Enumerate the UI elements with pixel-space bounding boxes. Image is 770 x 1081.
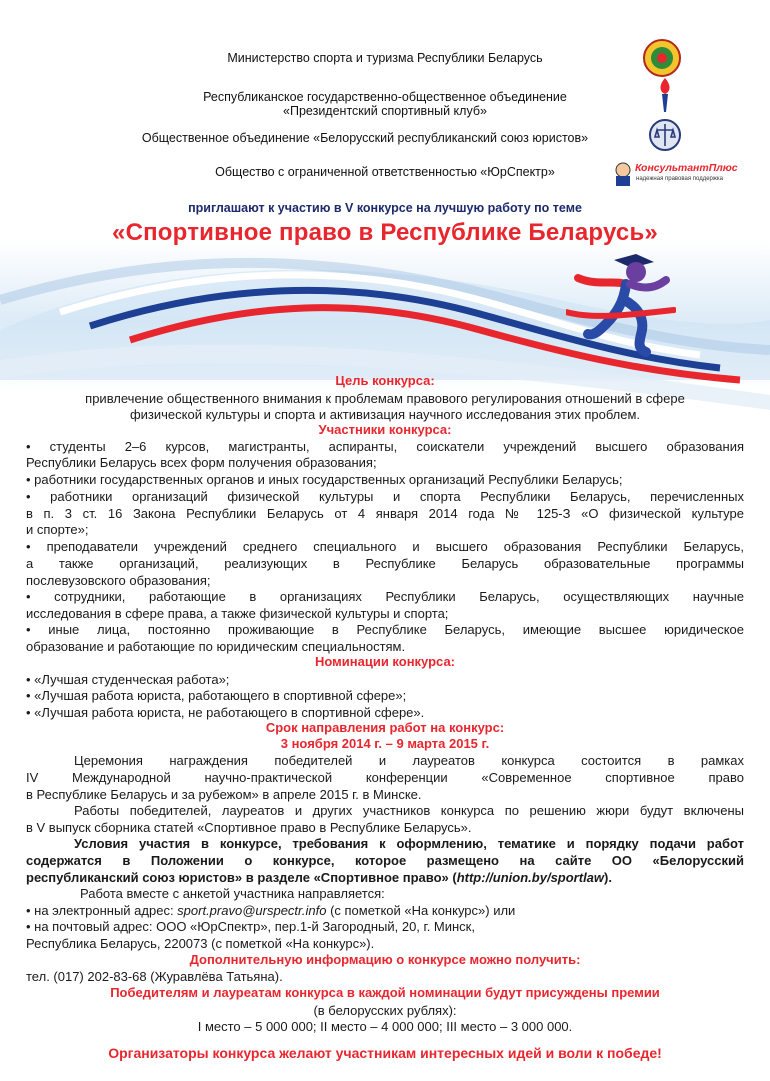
ministry-emblem-icon [642,38,682,78]
prizes-places: I место – 5 000 000; II место – 4 000 000; III место – 3 000 000. [197,1019,573,1034]
ceremony-text: IV Международной научно-практической конференции «Современное спортивное право [26,770,744,785]
conditions-text: ). [604,870,612,885]
nomination-item: • «Лучшая студенческая работа»; [26,672,230,687]
organizer-ministry: Министерство спорта и туризма Республики Беларусь [227,51,543,65]
organizer-sport-club-line1: Республиканское государственно-общественное объединение [203,90,567,104]
sportlaw-link[interactable]: http://union.by/sportlaw [456,870,605,885]
organizer-lawyers-union: Общественное объединение «Белорусский республиканский союз юристов» [141,131,589,145]
participant-line: • иные лица, постоянно проживающие в Республике Беларусь, имеющие высшее юридическое [26,622,744,637]
send-email-suffix: (с пометкой «На конкурс») или [326,903,516,918]
nomination-item: • «Лучшая работа юриста, работающего в спортивной сфере»; [26,688,407,703]
consultant-logo [612,161,738,187]
participant-line: • работники организаций физической культуры и спорта Республики Беларусь, перечисленных [26,489,744,504]
prizes-currency: (в белорусских рублях): [313,1003,457,1018]
goal-text: привлечение общественного внимания к проблемам правового регулирования отношений в сфере [85,391,685,406]
conditions-text: Условия участия в конкурсе, требования к оформлению, тематике и порядку подачи работ [74,836,744,851]
participant-line: • сотрудники, работающие в организациях Республики Беларусь, осуществляющих научные [26,589,744,604]
deadline-dates: 3 ноября 2014 г. – 9 марта 2015 г. [280,736,490,751]
participant-line: а также организаций, реализующих в Республике Беларусь образовательные программы [26,556,744,571]
participant-line: Республики Беларусь всех форм получения образования; [26,455,377,470]
publication-text: в V выпуск сборника статей «Спортивное право в Республике Беларусь». [26,820,472,835]
conditions-text: содержатся в Положении о конкурсе, которое размещено на сайте ОО «Белорусский [26,853,744,868]
participants-heading: Участники конкурса: [318,422,452,437]
nominations-heading: Номинации конкурса: [314,654,456,669]
ceremony-text: в Республике Беларусь и за рубежом» в апреле 2015 г. в Минске. [26,787,422,802]
page-title: «Спортивное право в Республике Беларусь» [112,219,658,246]
lawyers-union-emblem-icon [648,118,682,152]
publication-text: Работы победителей, лауреатов и других участников конкурса по решению жюри будут включены [74,803,744,818]
send-email-prefix: • на электронный адрес: [26,903,178,918]
deadline-heading: Срок направления работ на конкурс: [265,720,505,735]
participant-line: послевузовского образования; [26,573,211,588]
participant-line: в п. 3 ст. 16 Закона Республики Беларусь от 4 января 2014 года № 125-З «О физической культуре [26,506,744,521]
prizes-heading: Победителям и лауреатам конкурса в каждой номинации будут присуждены премии [110,985,660,1000]
participant-line: • работники государственных органов и иных государственных организаций Республики Беларусь; [26,472,623,487]
send-email-line [26,902,744,919]
send-post-line: • на почтовый адрес: ООО «ЮрСпектр», пер.1-й Загородный, 20, г. Минск, [26,919,475,934]
email-link[interactable]: sport.pravo@urspectr.info [177,903,327,918]
closing-wish: Организаторы конкурса желают участникам интересных идей и воли к победе! [108,1045,662,1061]
send-intro: Работа вместе с анкетой участника направляется: [80,886,385,901]
sport-club-torch-icon [650,76,680,114]
organizer-yurspectr: Общество с ограниченной ответственностью «ЮрСпектр» [215,165,555,179]
ceremony-text: Церемония награждения победителей и лауреатов конкурса состоится в рамках [74,753,744,768]
consultant-brand-name: КонсультантПлюс [635,162,738,174]
organizer-sport-club-line2: «Президентский спортивный клуб» [283,104,487,118]
participant-line: и спорте»; [26,522,89,537]
invitation-line: приглашают к участию в V конкурсе на лучшую работу по теме [188,201,582,215]
conditions-text-last [26,869,744,886]
nomination-item: • «Лучшая работа юриста, не работающего в спортивной сфере». [26,705,425,720]
participant-line: • студенты 2–6 курсов, магистранты, аспиранты, соискатели учреждений высшего образования [26,439,744,454]
goal-heading: Цель конкурса: [335,373,435,388]
participant-line: исследования в сфере права, а также физической культуры и спорта; [26,606,449,621]
conditions-text: республиканский союз юристов» в разделе «Спортивное право» ( [26,870,457,885]
info-heading: Дополнительную информацию о конкурсе можно получить: [189,952,581,967]
runner-emblem-icon [566,250,676,360]
consultant-tagline: надежная правовая поддержка [636,176,723,182]
participant-line: образование и работающие по юридическим специальностям. [26,639,406,654]
goal-text: физической культуры и спорта и активизация научного исследования этих проблем. [129,407,641,422]
consultant-mascot-icon [612,161,634,187]
participant-line: • преподаватели учреждений среднего специального и высшего образования Республики Беларусь, [26,539,744,554]
send-post-line: Республика Беларусь, 220073 (с пометкой «На конкурс»). [26,936,375,951]
info-phone: тел. (017) 202-83-68 (Журавлёва Татьяна). [26,969,283,984]
